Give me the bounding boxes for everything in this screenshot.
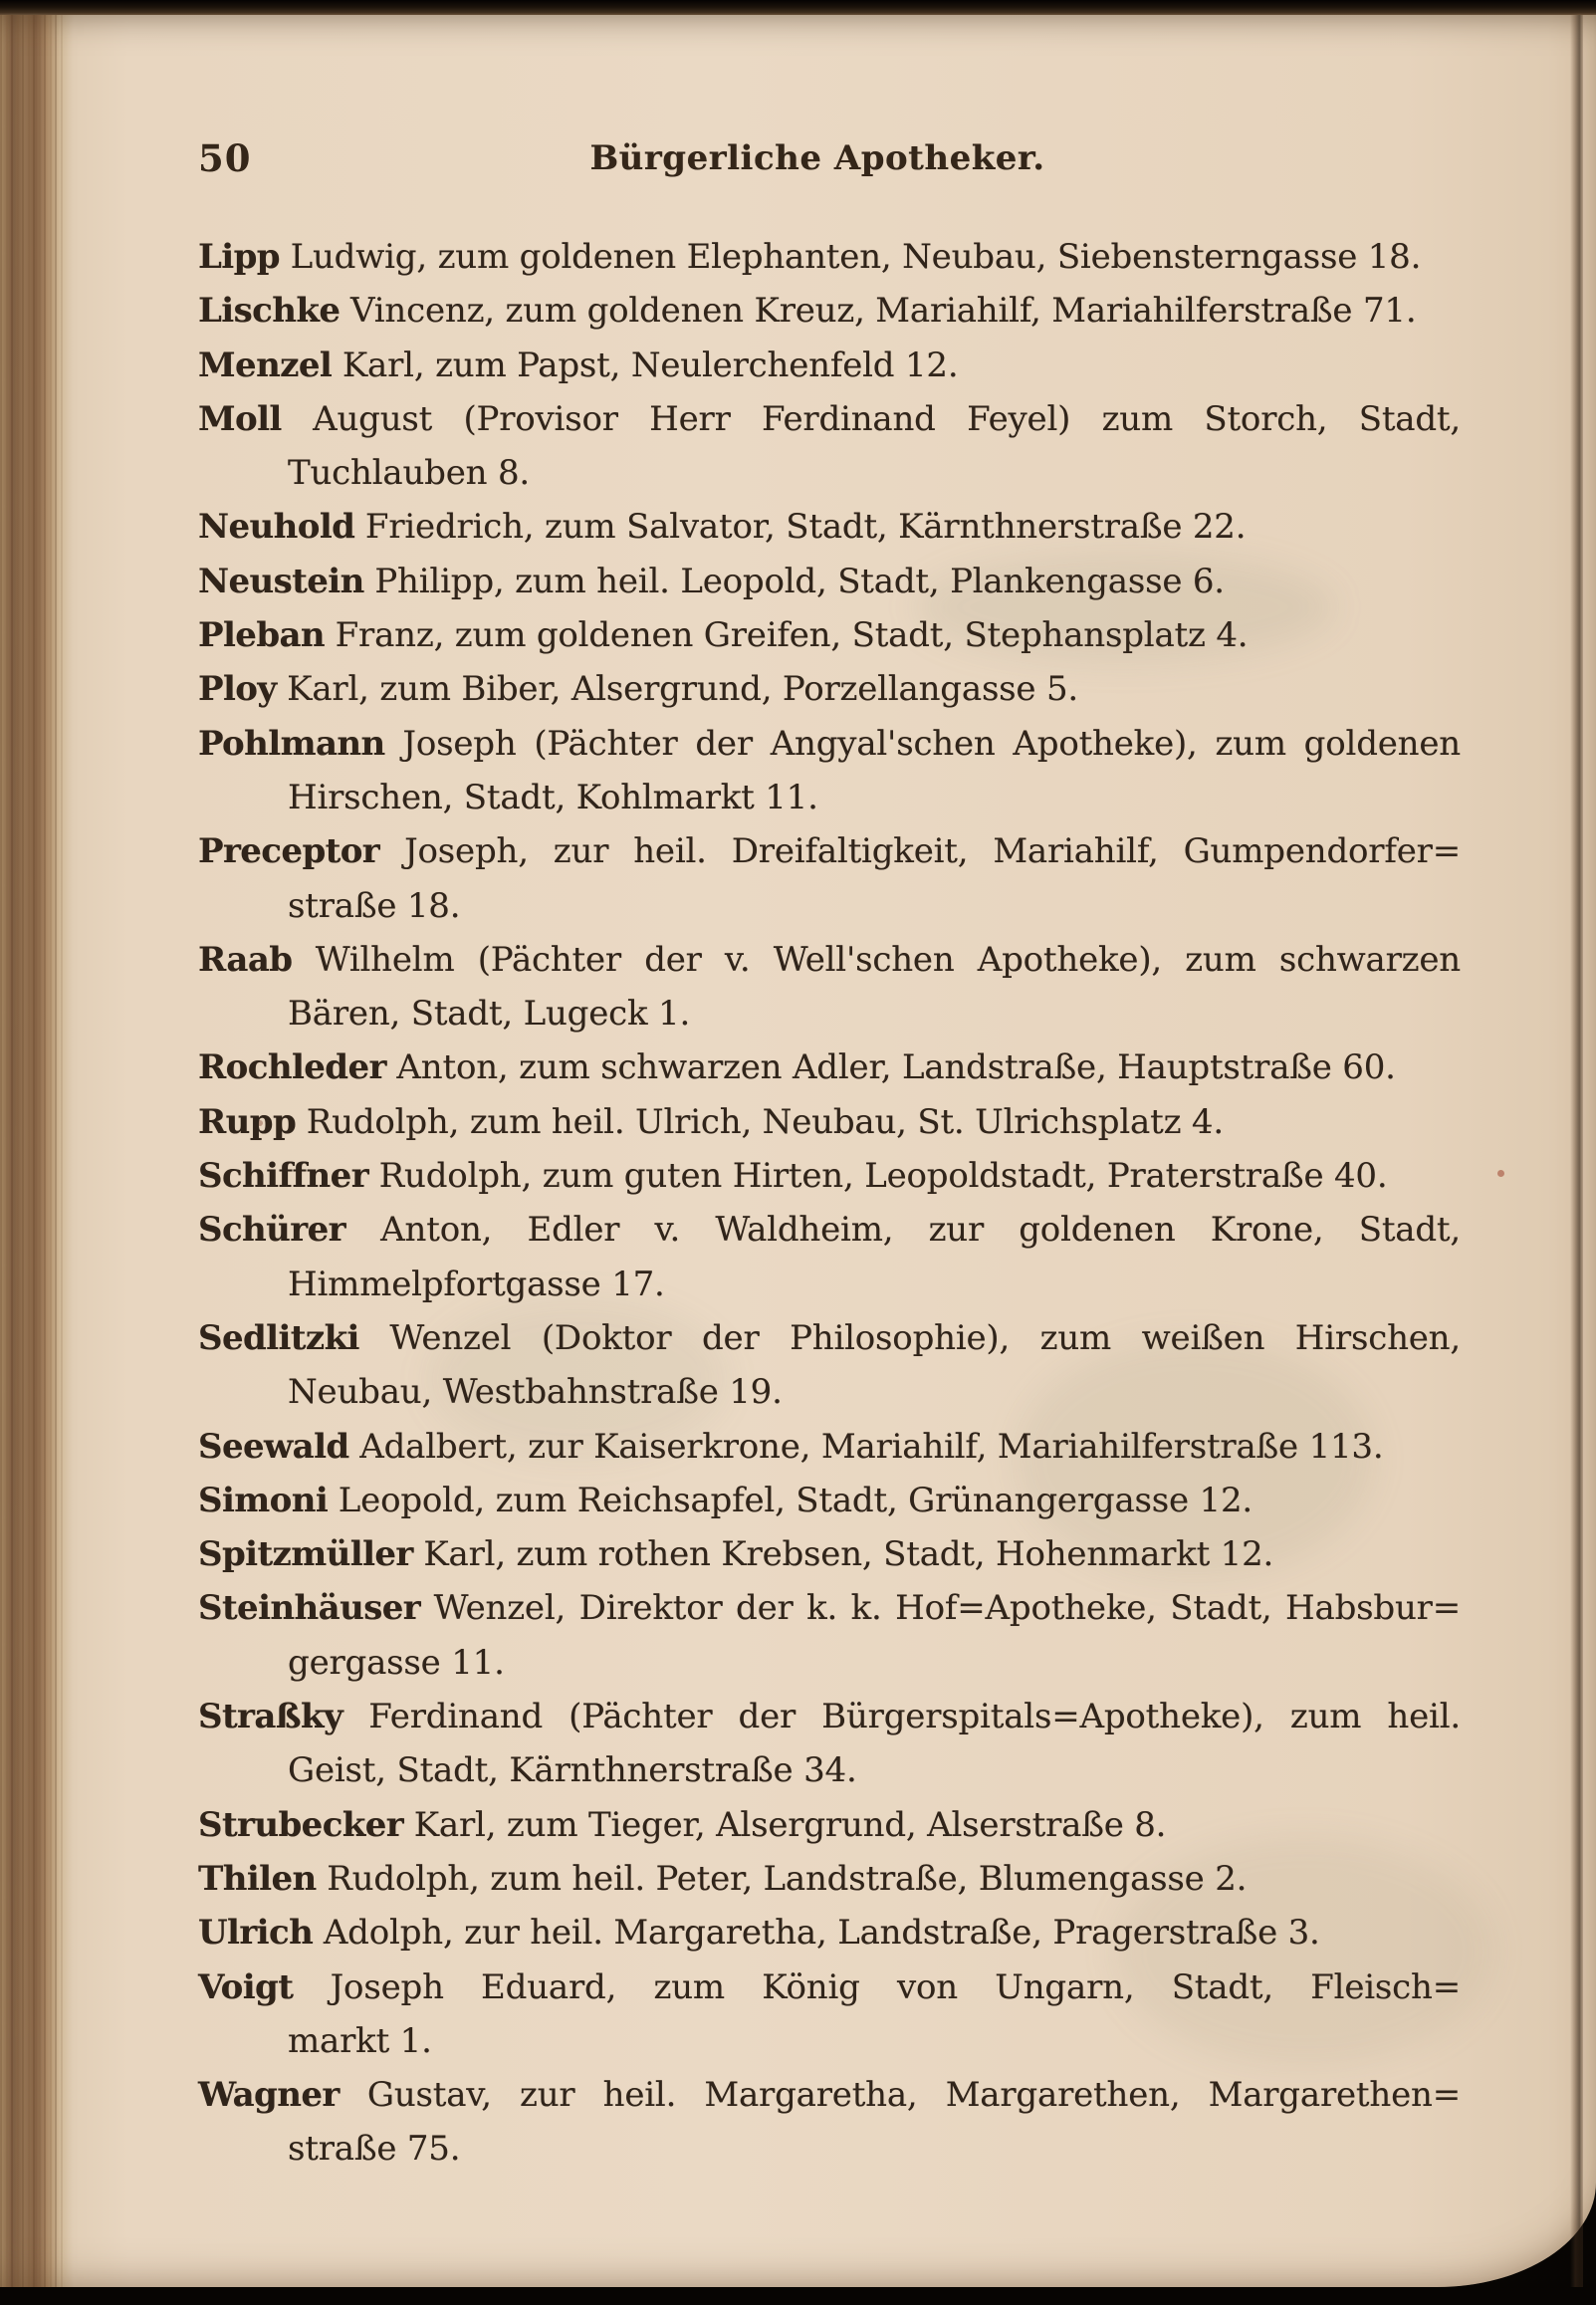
apothecary-surname: Menzel [198, 345, 333, 385]
apothecary-surname: Pleban [198, 615, 326, 656]
entry-first-line: Seewald Adalbert, zur Kaiserkrone, Mariahilf, Mariahilferstraße 113. [198, 1426, 1384, 1467]
apothecary-surname: Rochleder [198, 1047, 386, 1088]
entry-first-line: Wagner Gustav, zur heil. Margaretha, Margarethen, Margarethen= [198, 2075, 1461, 2116]
directory-entry [198, 824, 1461, 933]
apothecary-surname: Schürer [198, 1210, 345, 1251]
directory-entry [198, 284, 1461, 338]
apothecary-surname: Thilen [198, 1858, 317, 1899]
directory-entry [198, 717, 1461, 825]
running-header: Bürgerliche Apotheker. [589, 138, 1045, 178]
entry-first-line: Preceptor Joseph, zur heil. Dreifaltigkeit, Mariahilf, Gumpendorfer= [198, 831, 1461, 872]
entry-continuation-line: Himmelpfortgasse 17. [288, 1264, 665, 1304]
book-page [0, 15, 1596, 2287]
apothecary-surname: Preceptor [198, 831, 380, 872]
apothecary-surname: Simoni [198, 1480, 329, 1520]
apothecary-surname: Sedlitzki [198, 1317, 359, 1358]
entry-first-line: Schürer Anton, Edler v. Waldheim, zur goldenen Krone, Stadt, [198, 1210, 1461, 1251]
directory-entry [198, 662, 1461, 716]
directory-entry [198, 1474, 1461, 1527]
directory-entry [198, 1798, 1461, 1852]
apothecary-surname: Spitzmüller [198, 1534, 413, 1575]
directory-entry [198, 392, 1461, 501]
entry-first-line: Lipp Ludwig, zum goldenen Elephanten, Neubau, Siebensterngasse 18. [198, 237, 1422, 277]
entry-continuation-line: Neubau, Westbahnstraße 19. [288, 1372, 783, 1413]
apothecary-surname: Ploy [198, 669, 277, 710]
directory-entry [198, 608, 1461, 662]
entry-first-line: Rochleder Anton, zum schwarzen Adler, Landstraße, Hauptstraße 60. [198, 1047, 1396, 1088]
apothecary-surname: Wagner [198, 2075, 340, 2116]
page-header [198, 134, 1461, 186]
entry-continuation-line: gergasse 11. [288, 1642, 505, 1683]
apothecary-surname: Schiffner [198, 1156, 369, 1197]
apothecary-surname: Straßky [198, 1697, 343, 1737]
apothecary-surname: Steinhäuser [198, 1588, 421, 1629]
directory-entry [198, 555, 1461, 608]
apothecary-surname: Voigt [198, 1966, 294, 2007]
entry-first-line: Ulrich Adolph, zur heil. Margaretha, Landstraße, Pragerstraße 3. [198, 1913, 1320, 1954]
entry-first-line: Pohlmann Joseph (Pächter der Angyal'schen Apotheke), zum goldenen [198, 723, 1461, 764]
directory-entry [198, 1095, 1461, 1149]
page-gutter-edges [0, 15, 66, 2287]
apothecary-directory-list [198, 230, 1461, 2177]
paper-speck [1497, 1170, 1504, 1177]
directory-entry [198, 1527, 1461, 1581]
entry-continuation-line: Hirschen, Stadt, Kohlmarkt 11. [288, 777, 818, 817]
entry-first-line: Neustein Philipp, zum heil. Leopold, Stadt, Plankengasse 6. [198, 561, 1225, 601]
entry-continuation-line: Tuchlauben 8. [288, 453, 530, 494]
page-number: 50 [198, 136, 252, 180]
directory-entry [198, 1420, 1461, 1474]
apothecary-surname: Rupp [198, 1101, 297, 1142]
entry-first-line: Voigt Joseph Eduard, zum König von Ungarn, Stadt, Fleisch= [198, 1966, 1461, 2007]
directory-entry [198, 500, 1461, 554]
entry-first-line: Sedlitzki Wenzel (Doktor der Philosophie), zum weißen Hirschen, [198, 1317, 1461, 1358]
apothecary-surname: Lipp [198, 237, 280, 277]
entry-continuation-line: Geist, Stadt, Kärnthnerstraße 34. [288, 1750, 857, 1791]
directory-entry [198, 1960, 1461, 2069]
directory-entry [198, 339, 1461, 392]
apothecary-surname: Ulrich [198, 1913, 314, 1954]
apothecary-surname: Neuhold [198, 507, 355, 548]
directory-entry [198, 933, 1461, 1041]
apothecary-surname: Strubecker [198, 1804, 404, 1845]
entry-continuation-line: straße 75. [288, 2129, 461, 2170]
directory-entry [198, 1311, 1461, 1420]
apothecary-surname: Raab [198, 939, 293, 980]
entry-first-line: Straßky Ferdinand (Pächter der Bürgerspitals=Apotheke), zum heil. [198, 1697, 1461, 1737]
directory-entry [198, 1906, 1461, 1959]
entry-first-line: Rupp Rudolph, zum heil. Ulrich, Neubau, St. Ulrichsplatz 4. [198, 1101, 1224, 1142]
entry-first-line: Raab Wilhelm (Pächter der v. Well'schen Apotheke), zum schwarzen [198, 939, 1461, 980]
entry-first-line: Menzel Karl, zum Papst, Neulerchenfeld 12. [198, 345, 959, 385]
entry-first-line: Pleban Franz, zum goldenen Greifen, Stadt, Stephansplatz 4. [198, 615, 1249, 656]
entry-first-line: Moll August (Provisor Herr Ferdinand Feyel) zum Storch, Stadt, [198, 398, 1461, 439]
entry-first-line: Thilen Rudolph, zum heil. Peter, Landstraße, Blumengasse 2. [198, 1858, 1248, 1899]
directory-entry [198, 1203, 1461, 1311]
directory-entry [198, 1852, 1461, 1906]
entry-first-line: Strubecker Karl, zum Tieger, Alsergrund, Alserstraße 8. [198, 1804, 1167, 1845]
directory-entry [198, 1040, 1461, 1094]
entry-first-line: Simoni Leopold, zum Reichsapfel, Stadt, Grünangergasse 12. [198, 1480, 1254, 1520]
apothecary-surname: Neustein [198, 561, 364, 601]
entry-continuation-line: straße 18. [288, 885, 461, 926]
apothecary-surname: Moll [198, 398, 282, 439]
entry-first-line: Lischke Vincenz, zum goldenen Kreuz, Mariahilf, Mariahilferstraße 71. [198, 291, 1417, 332]
entry-first-line: Steinhäuser Wenzel, Direktor der k. k. Hof=Apotheke, Stadt, Habsbur= [198, 1588, 1461, 1629]
entry-first-line: Spitzmüller Karl, zum rothen Krebsen, Stadt, Hohenmarkt 12. [198, 1534, 1274, 1575]
entry-first-line: Schiffner Rudolph, zum guten Hirten, Leopoldstadt, Praterstraße 40. [198, 1156, 1388, 1197]
page-fore-edge-shadow [1570, 15, 1583, 2287]
directory-entry [198, 230, 1461, 284]
directory-entry [198, 1581, 1461, 1690]
entry-first-line: Ploy Karl, zum Biber, Alsergrund, Porzellangasse 5. [198, 669, 1079, 710]
entry-continuation-line: markt 1. [288, 2020, 432, 2061]
book-top-edge [0, 0, 1596, 16]
apothecary-surname: Lischke [198, 291, 341, 332]
entry-first-line: Neuhold Friedrich, zum Salvator, Stadt, Kärnthnerstraße 22. [198, 507, 1247, 548]
apothecary-surname: Seewald [198, 1426, 349, 1467]
entry-continuation-line: Bären, Stadt, Lugeck 1. [288, 994, 691, 1035]
apothecary-surname: Pohlmann [198, 723, 385, 764]
directory-entry [198, 1690, 1461, 1798]
directory-entry [198, 1149, 1461, 1203]
directory-entry [198, 2068, 1461, 2177]
